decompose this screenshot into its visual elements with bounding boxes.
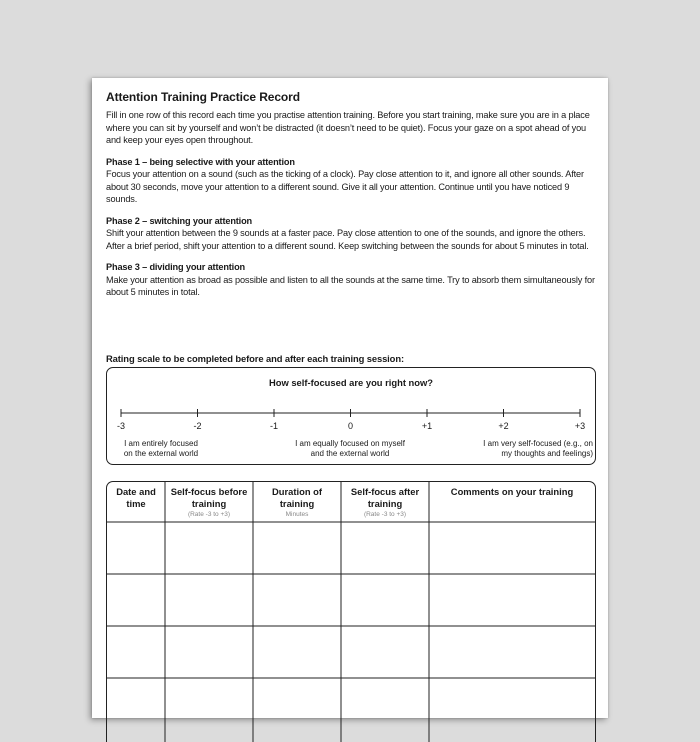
column-header-self-focus-before-line-1: Self-focus before <box>170 486 248 497</box>
column-subheader-minutes: Minutes <box>285 511 309 518</box>
rating-scale-title: Rating scale to be completed before and after each training session: <box>106 353 404 364</box>
phase-2-section <box>106 215 596 253</box>
phase-2-text: Shift your attention between the 9 sounds at a faster pace. Pay close attention to one of the sounds, and ignore the others. After a brief period, shift your attention to a different sound. Keep switching between the sounds for about 5 minutes in total. <box>106 228 589 251</box>
phase-1-title: Phase 1 – being selective with your attention <box>106 156 295 167</box>
column-header-duration <box>253 486 341 509</box>
scale-descriptor-middle <box>285 439 415 458</box>
scale-tick-label: -1 <box>269 421 279 431</box>
phase-3-title: Phase 3 – dividing your attention <box>106 262 246 272</box>
scale-tick-label: +1 <box>421 421 433 431</box>
intro-paragraph: Fill in one row of this record each time you practise attention training. Before you start training, make sure you are in a place where you can sit by yourself and won’t be distracted (it doesn’t need to be quiet). Focus your gaze on a spot ahead of you and keep your eyes open throughout. <box>106 110 590 145</box>
column-header-duration-line-1: Duration of <box>272 486 322 497</box>
rating-scale-box <box>106 367 596 465</box>
scale-descriptor-left <box>111 439 211 458</box>
column-header-self-focus-before-line-2: training <box>191 497 227 509</box>
column-header-duration-line-2: training <box>279 497 315 509</box>
page-title: Attention Training Practice Record <box>106 90 300 104</box>
scale-tick-label: 0 <box>347 421 354 431</box>
scale-tick-label: +2 <box>498 421 509 431</box>
worksheet-content <box>106 90 596 518</box>
worksheet-page <box>92 78 608 718</box>
scale-descriptor-left-line-1: I am entirely focused <box>124 439 198 448</box>
table-grid <box>107 482 595 742</box>
scale-tick-label: -3 <box>116 421 126 431</box>
column-header-self-focus-before <box>165 486 253 509</box>
scale-descriptor-right-line-2: my thoughts and feelings) <box>501 448 593 458</box>
phase-2-title: Phase 2 – switching your attention <box>106 215 253 226</box>
scale-tick-label: -2 <box>193 421 202 431</box>
scale-descriptor-middle-line-2: and the external world <box>310 448 390 458</box>
column-header-date-time <box>107 486 165 509</box>
column-header-self-focus-after-line-1: Self-focus after <box>350 486 420 497</box>
phase-1-section <box>106 156 596 206</box>
phase-3-section <box>106 261 596 299</box>
rating-question: How self-focused are you right now? <box>268 377 434 388</box>
column-subheader-rate-before: (Rate -3 to +3) <box>187 511 231 518</box>
scale-descriptor-middle-line-1: I am equally focused on myself <box>295 439 405 448</box>
column-header-self-focus-after <box>341 486 429 509</box>
column-header-date-time-line-2: time <box>126 497 146 509</box>
column-header-comments <box>429 486 595 498</box>
scale-tick-label: +3 <box>574 421 586 431</box>
scale-descriptor-left-line-2: on the external world <box>123 448 199 458</box>
phase-1-text: Focus your attention on a sound (such as the ticking of a clock). Pay close attention to it, and ignore all other sounds. After about 30 seconds, move your attention to a different sound. Give it all your attention. Continue until you have noticed 9 sounds. <box>106 169 584 204</box>
practice-record-table <box>106 481 596 742</box>
scale-descriptor-right-line-1: I am very self-focused (e.g., on <box>483 439 593 448</box>
column-header-self-focus-after-line-2: training <box>367 497 403 509</box>
scale-descriptor-right <box>471 439 593 458</box>
phase-3-text: Make your attention as broad as possible and listen to all the sounds at the same time. Try to absorb them simultaneously for about 5 minutes in total. <box>106 274 595 297</box>
column-header-comments-line-1: Comments on your training <box>450 486 574 497</box>
column-subheader-rate-after: (Rate -3 to +3) <box>363 511 407 518</box>
column-header-date-time-line-1: Date and <box>116 486 156 497</box>
